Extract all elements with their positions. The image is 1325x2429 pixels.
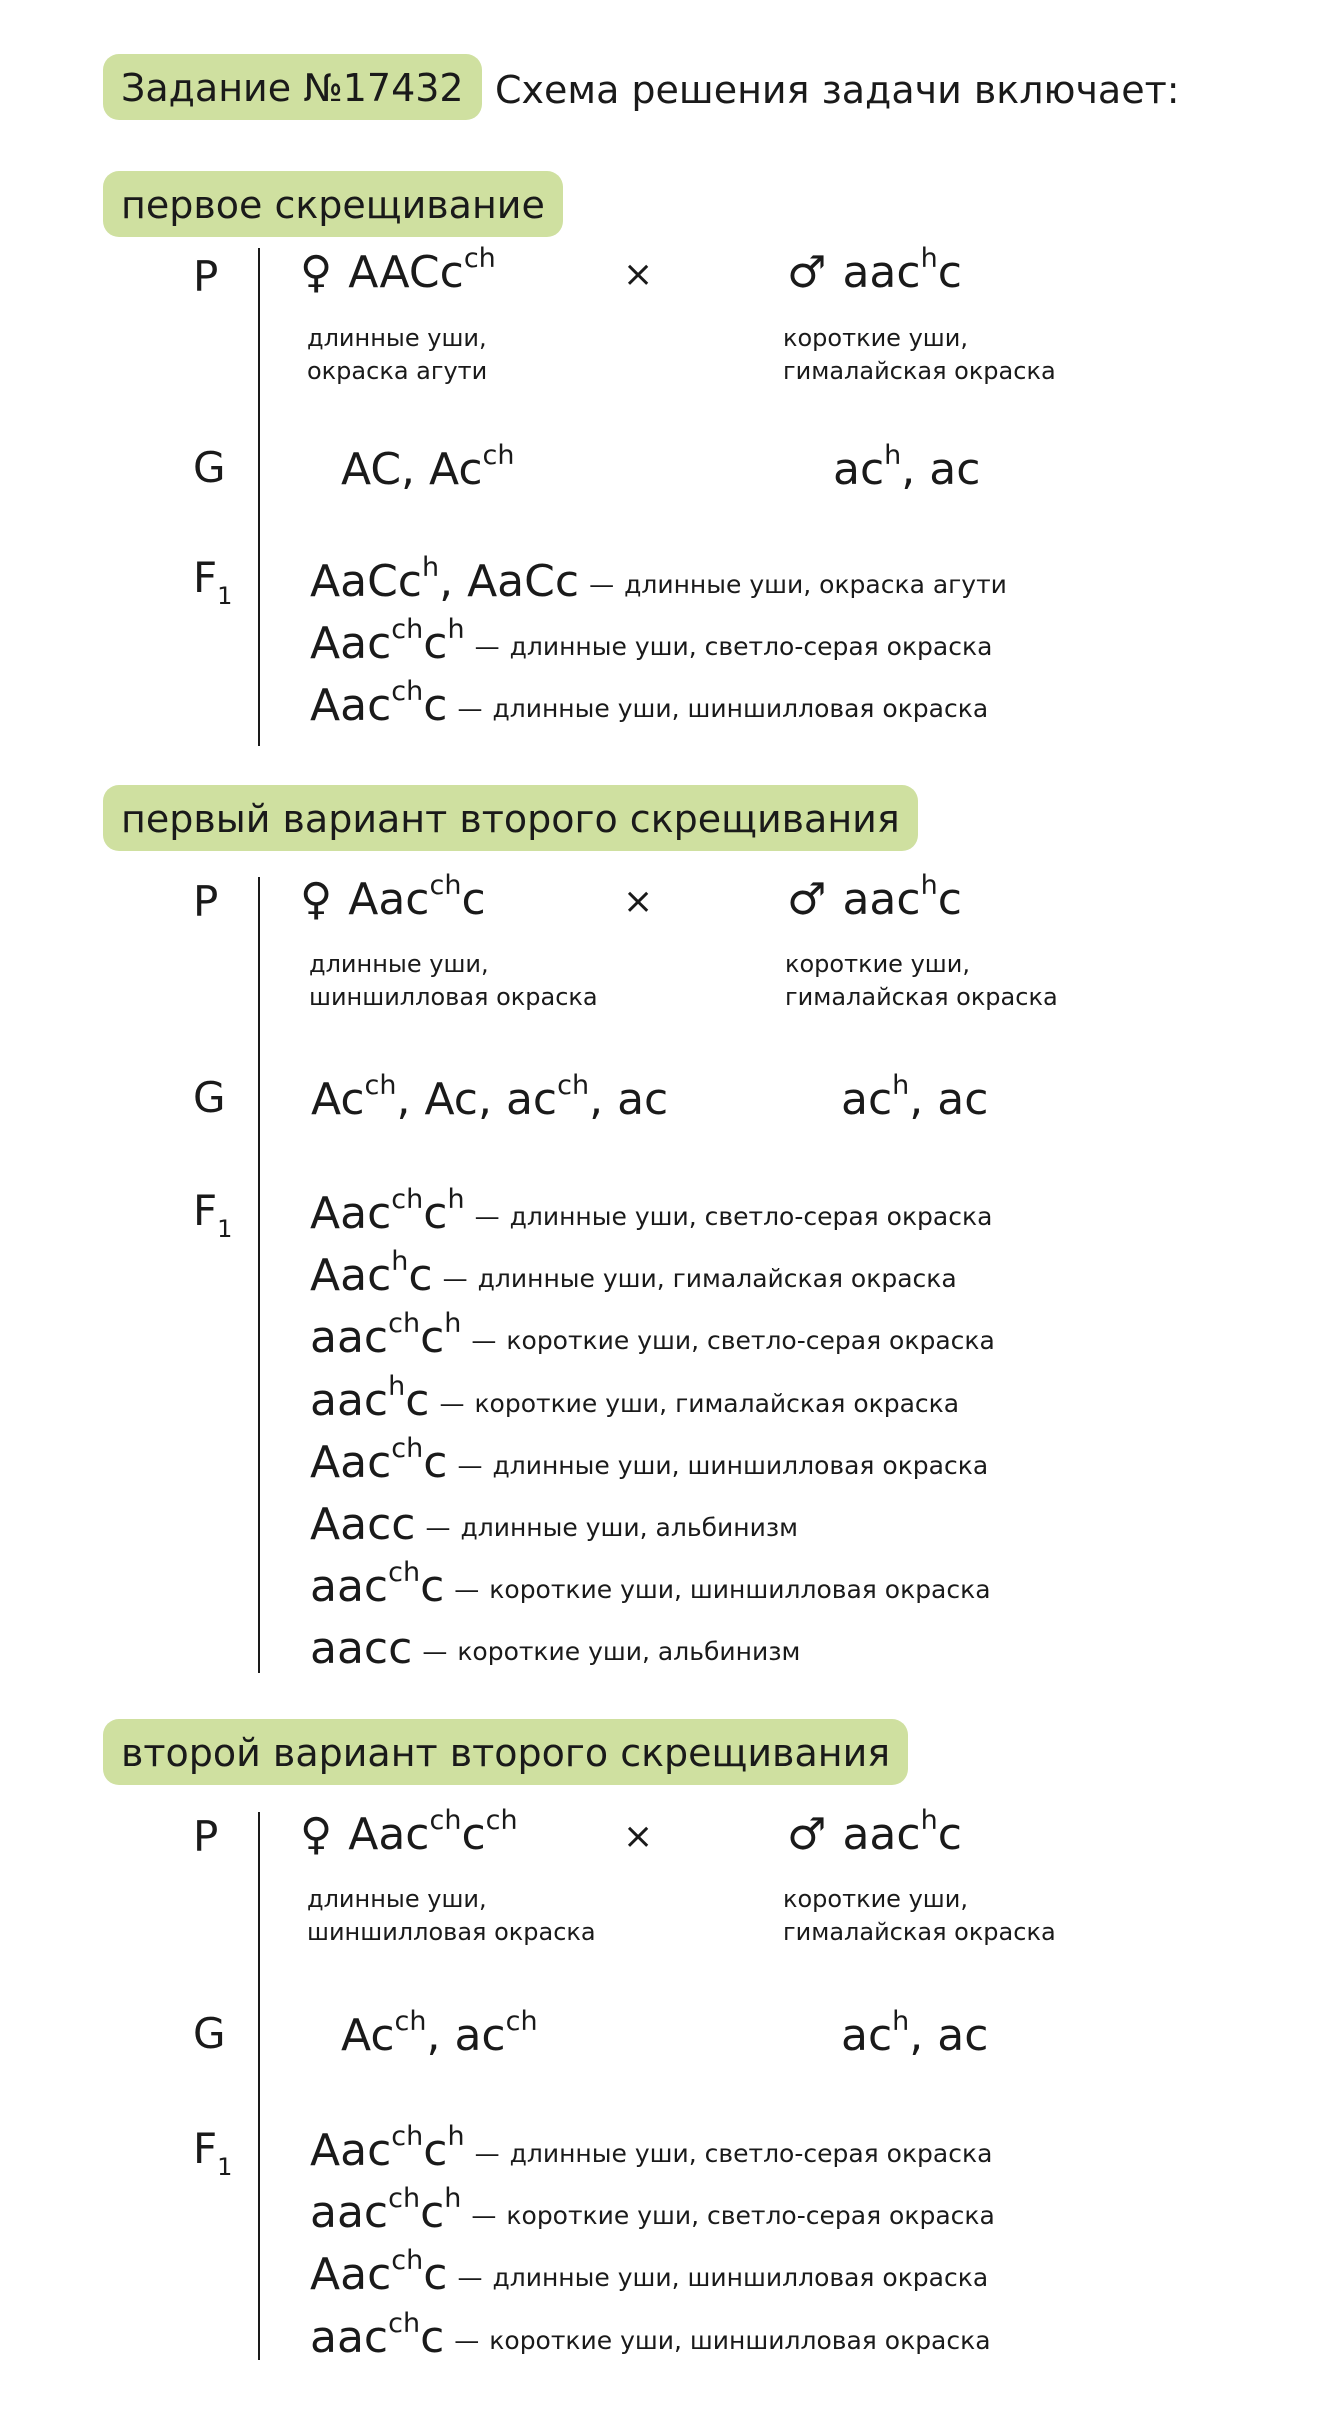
male-parent-genotype: ♂ aac$^h$c [787,870,962,925]
divider-line [258,877,260,1673]
dash-separator: — [471,2201,497,2231]
male-gametes: $ac^h$, ac [841,2006,989,2061]
offspring-phenotype: длинные уши, шиншилловая окраска [492,2263,989,2293]
female-phenotype: длинные уши, шиншилловая окраска [307,1885,596,1946]
divider-line [258,248,260,746]
offspring-phenotype: длинные уши, светло-серая окраска [509,2139,993,2168]
male-gametes: $ac^h$, ac [841,1070,989,1125]
female-parent-genotype: ♀ $Aac^{ch}c^{ch}$ [300,1805,518,1860]
female-parent-genotype: ♀ AACc$^{ch}$ [300,243,496,298]
parents-label: P [193,1812,219,1861]
offspring-row: $Aac^{ch}c^h—$ длинные уши, светло-серая окраска [310,614,993,669]
offspring-row: Aac$^h$c — длинные уши, гималайская окраска [310,1246,957,1302]
offspring-phenotype: длинные уши, альбинизм [460,1513,798,1542]
male-symbol-icon: ♂ [787,874,827,925]
male-phenotype: короткие уши, гималайская окраска [783,1885,1056,1946]
offspring-phenotype: длинные уши, светло-серая окраска [509,632,993,661]
female-gametes: $Ac^{ch}$, Ac, $ac^{ch}$, ac [311,1070,669,1125]
female-gametes: $Ac^{ch}$, $ac^{ch}$ [341,2006,538,2061]
offspring-row: $Aac^{ch}c^h—$ длинные уши, светло-серая окраска [310,2121,993,2176]
dash-separator: — [454,2325,480,2355]
offspring-phenotype: короткие уши, альбинизм [457,1637,801,1667]
offspring-phenotype: длинные уши, шиншилловая окраска [492,694,989,723]
male-phenotype: короткие уши, гималайская окраска [785,950,1058,1011]
section-heading-second-cross-variant-2: второй вариант второго скрещивания [103,1719,908,1785]
offspring-row: aac$^{ch}$c — короткие уши, шиншилловая окраска [310,2307,991,2363]
male-phenotype: короткие уши, гималайская окраска [783,324,1056,385]
dash-separator: — [457,1450,483,1480]
section-heading-second-cross-variant-1: первый вариант второго скрещивания [103,785,918,851]
offspring-row: Aacc — длинные уши, альбинизм [310,1499,798,1550]
dash-separator: — [471,1326,497,1356]
dash-separator: — [439,1388,465,1418]
female-parent-genotype: ♀ Aac$^{ch}$c [300,870,486,925]
cross-symbol: × [623,881,654,922]
dash-separator: — [474,632,500,661]
female-phenotype: длинные уши, окраска агути [307,324,488,385]
dash-separator: — [442,1264,468,1294]
offspring-phenotype: длинные уши, шиншилловая окраска [492,1450,989,1480]
female-symbol-icon: ♀ [300,874,333,925]
offspring-phenotype: короткие уши, светло-серая окраска [506,2201,995,2231]
gametes-label: G [193,2009,226,2058]
dash-separator: — [474,2139,500,2168]
offspring-row: aacc — короткие уши, альбинизм [310,1623,801,1675]
dash-separator: — [454,1575,480,1605]
offspring-phenotype: короткие уши, гималайская окраска [474,1388,960,1418]
male-gametes: $ac^h$, ac [833,440,981,495]
cross-symbol: × [623,254,654,295]
offspring-row: Aac$^{ch}$c — длинные уши, шиншилловая окраска [310,1432,989,1488]
offspring-phenotype: короткие уши, светло-серая окраска [506,1326,995,1356]
male-parent-genotype: ♂ aac$^h$c [787,243,962,298]
cross-symbol: × [623,1816,654,1857]
section-heading-first-cross: первое скрещивание [103,171,563,237]
dash-separator: — [425,1513,451,1542]
parents-label: P [193,877,219,926]
dash-separator: — [422,1637,448,1667]
female-phenotype: длинные уши, шиншилловая окраска [309,950,598,1011]
male-parent-genotype: ♂ aac$^h$c [787,1805,962,1860]
task-number-badge: Задание №17432 [103,54,482,120]
dash-separator: — [457,694,483,723]
offspring-row: $aac^{ch}c^h—$ короткие уши, светло-серая окраска [310,2183,995,2239]
female-symbol-icon: ♀ [300,1809,333,1860]
offspring-row: $aac^{ch}c^h—$ короткие уши, светло-серая окраска [310,1308,995,1364]
offspring-phenotype: короткие уши, шиншилловая окраска [489,2325,991,2355]
offspring-row: aac$^{ch}$c — короткие уши, шиншилловая окраска [310,1557,991,1613]
divider-line [258,1812,260,2360]
offspring-phenotype: длинные уши, окраска агути [624,570,1007,599]
offspring-label: $F_1$ [193,553,233,610]
female-symbol-icon: ♀ [300,247,333,298]
offspring-row: Aac$^{ch}$c — длинные уши, шиншилловая окраска [310,2245,989,2301]
female-gametes: AC, $Ac^{ch}$ [341,440,515,495]
parents-label: P [193,252,219,301]
offspring-label: $F_1$ [193,2124,233,2181]
gametes-label: G [193,1073,226,1122]
male-symbol-icon: ♂ [787,247,827,298]
offspring-row: Aac$^{ch}$c — длинные уши, шиншилловая окраска [310,676,989,731]
page-title: Схема решения задачи включает: [495,68,1180,112]
dash-separator: — [589,570,615,599]
offspring-phenotype: короткие уши, шиншилловая окраска [489,1575,991,1605]
gametes-label: G [193,443,226,492]
offspring-phenotype: длинные уши, гималайская окраска [477,1264,957,1294]
dash-separator: — [474,1202,500,1231]
dash-separator: — [457,2263,483,2293]
offspring-row: AaCc$^h$, AaCc — длинные уши, окраска агути [310,552,1007,607]
offspring-phenotype: длинные уши, светло-серая окраска [509,1202,993,1231]
offspring-label: $F_1$ [193,1186,233,1243]
offspring-row: $Aac^{ch}c^h—$ длинные уши, светло-серая окраска [310,1184,993,1239]
male-symbol-icon: ♂ [787,1809,827,1860]
offspring-row: aac$^h$c — короткие уши, гималайская окраска [310,1370,960,1426]
